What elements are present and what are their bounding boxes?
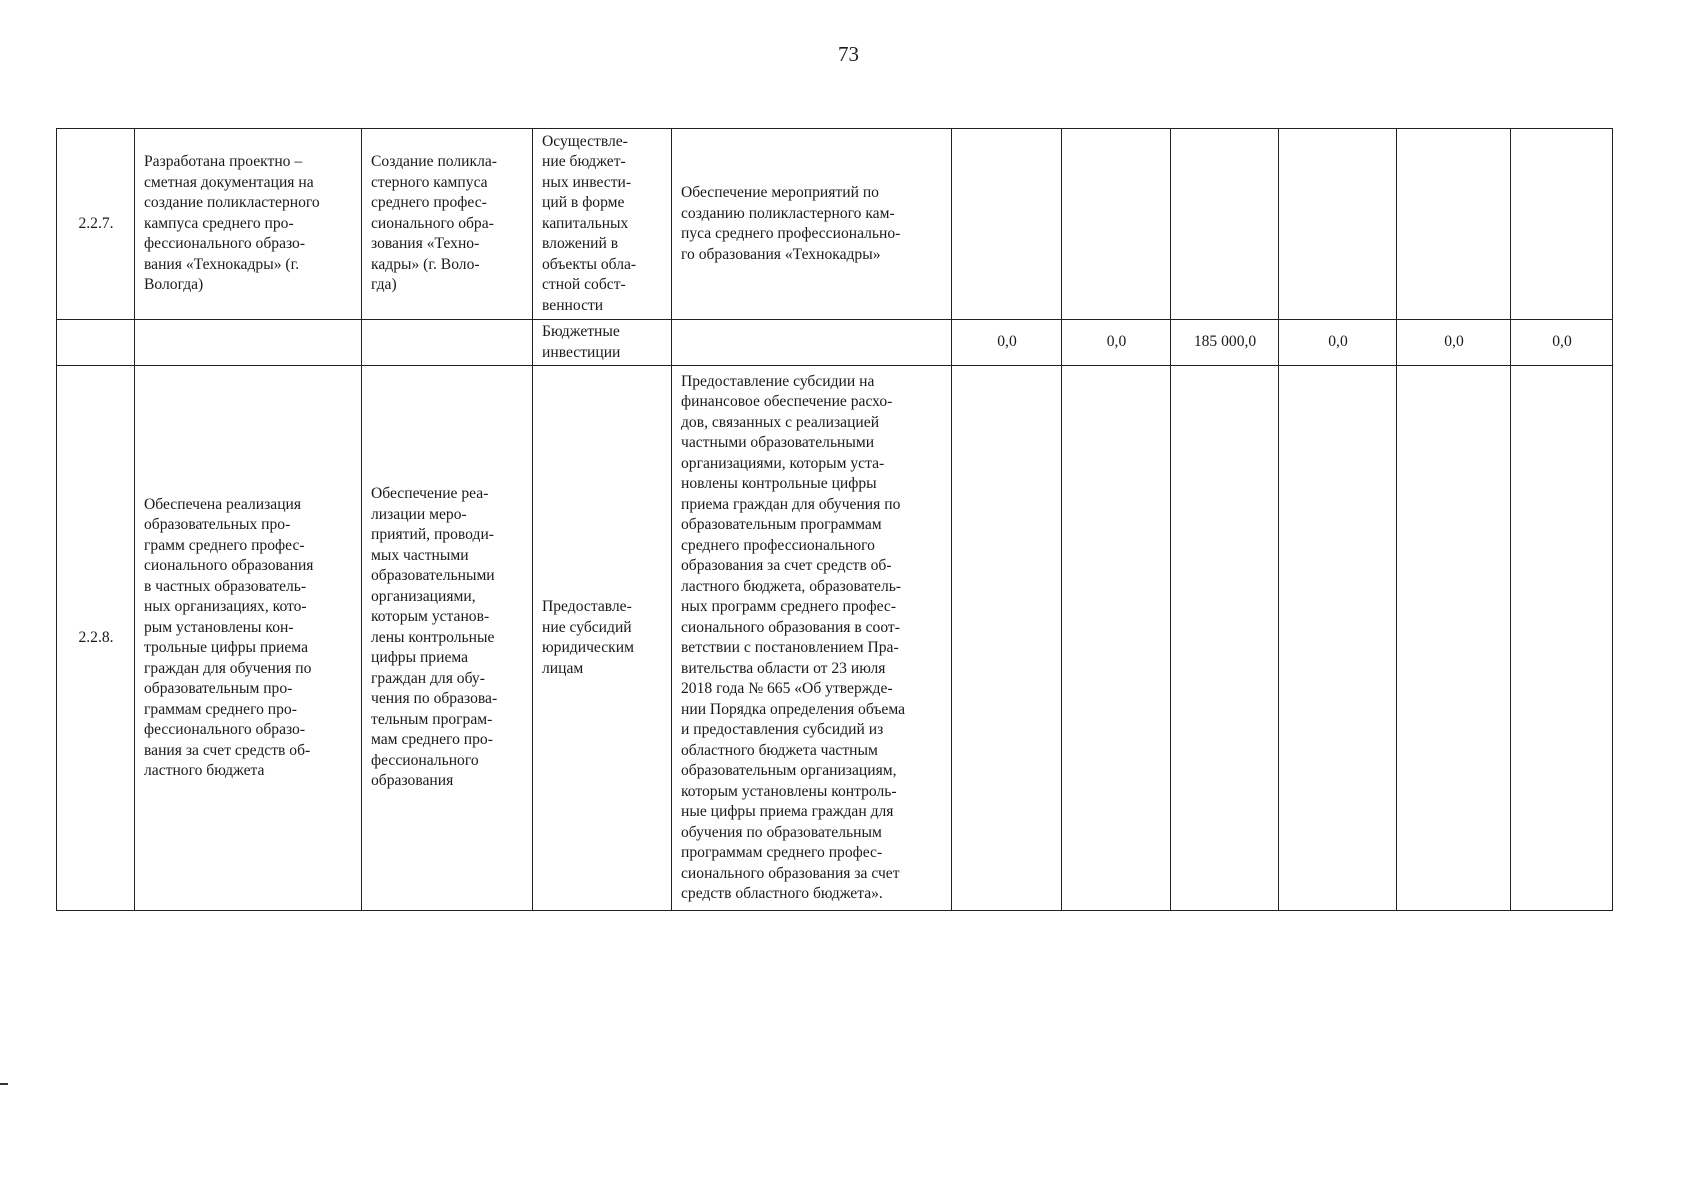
row-number bbox=[57, 320, 135, 366]
page-number: 73 bbox=[838, 42, 859, 66]
table-row bbox=[57, 366, 1613, 911]
form-cell: Осуществле- ние бюджет- ных инвести- ций в форме капитальных вложений в объекты обла- стной собст- венности bbox=[533, 129, 672, 320]
value-cell: 0,0 bbox=[1062, 320, 1171, 366]
form-cell: Предоставле- ние субсидий юридическим лицам bbox=[533, 366, 672, 911]
value-cell bbox=[952, 366, 1062, 911]
value-cell: 0,0 bbox=[952, 320, 1062, 366]
value-cell bbox=[952, 129, 1062, 320]
result-cell: Разработана проектно – сметная документация на создание поликластерного кампуса среднего про- фессионального образо- вания «Технокадры» (г. Вологда) bbox=[135, 129, 362, 320]
value-cell bbox=[1171, 129, 1279, 320]
table-row bbox=[57, 320, 1613, 366]
result-cell bbox=[135, 320, 362, 366]
value-cell bbox=[1397, 129, 1511, 320]
value-cell bbox=[1062, 366, 1171, 911]
margin-mark bbox=[0, 1083, 8, 1085]
purpose-cell bbox=[672, 320, 952, 366]
purpose-cell: Обеспечение мероприятий по созданию поликластерного кам- пуса среднего профессионально- го образования «Технокадры» bbox=[672, 129, 952, 320]
event-cell bbox=[362, 320, 533, 366]
value-cell bbox=[1397, 366, 1511, 911]
value-cell: 0,0 bbox=[1279, 320, 1397, 366]
value-cell: 0,0 bbox=[1397, 320, 1511, 366]
program-activities-table bbox=[56, 128, 1613, 911]
row-number: 2.2.8. bbox=[57, 366, 135, 911]
value-cell bbox=[1511, 129, 1613, 320]
event-cell: Создание поликла- стерного кампуса среднего профес- сионального обра- зования «Техно- кадры» (г. Воло- гда) bbox=[362, 129, 533, 320]
value-cell bbox=[1062, 129, 1171, 320]
value-cell bbox=[1279, 129, 1397, 320]
purpose-cell: Предоставление субсидии на финансовое обеспечение расхо- дов, связанных с реализацией частными образовательными организациями, которым уста- новлены контрольные цифры приема граждан для обучения по образовательным программам среднего профессионального образования за счет средств об- ластного бюджета, образователь- ных программ среднего профес- сионального образования в соот- ветствии с постановлением Пра- вительства области от 23 июля 2018 года № 665 «Об утвержде- нии Порядка определения объема и предоставления субсидий из областного бюджета частным образовательным организациям, которым установлены контроль- ные цифры приема граждан для обучения по образовательным программам среднего профес- сионального образования за счет средств областного бюджета». bbox=[672, 366, 952, 911]
value-cell bbox=[1279, 366, 1397, 911]
row-number: 2.2.7. bbox=[57, 129, 135, 320]
value-cell bbox=[1171, 366, 1279, 911]
table-row bbox=[57, 129, 1613, 320]
event-cell: Обеспечение реа- лизации меро- приятий, проводи- мых частными образовательными организациями, которым установ- лены контрольные цифры приема граждан для обу- чения по образова- тельным програм- мам среднего про- фессионального образования bbox=[362, 366, 533, 911]
result-cell: Обеспечена реализация образовательных про- грамм среднего профес- сионального образования в частных образователь- ных организациях, кото- рым установлены кон- трольные цифры приема граждан для обучения по образовательным про- граммам среднего про- фессионального образо- вания за счет средств об- ластного бюджета bbox=[135, 366, 362, 911]
value-cell: 0,0 bbox=[1511, 320, 1613, 366]
value-cell: 185 000,0 bbox=[1171, 320, 1279, 366]
value-cell bbox=[1511, 366, 1613, 911]
form-cell: Бюджетные инвестиции bbox=[533, 320, 672, 366]
